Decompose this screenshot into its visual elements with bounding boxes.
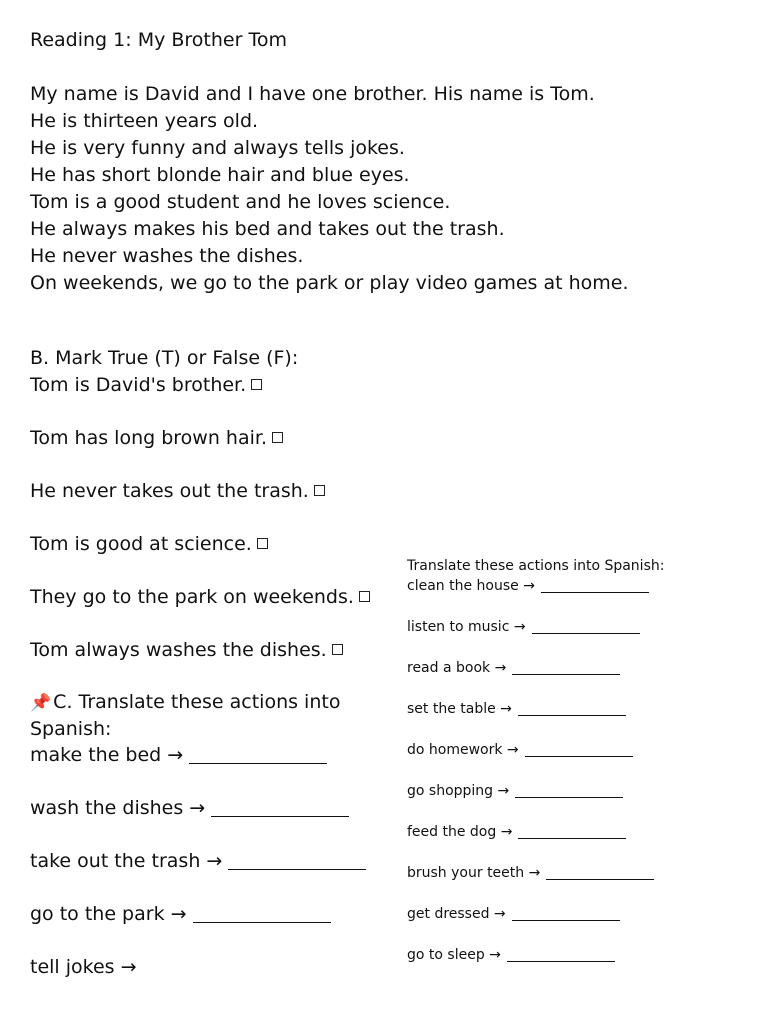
story-line: He is very funny and always tells jokes. (30, 137, 405, 159)
translation-item (407, 658, 664, 699)
answer-blank[interactable] (211, 798, 349, 817)
translation-item (407, 781, 664, 822)
story-line: He always makes his bed and takes out the trash. (30, 218, 505, 240)
answer-blank[interactable] (515, 783, 623, 798)
translation-item (407, 576, 664, 617)
answer-blank[interactable] (189, 745, 327, 764)
answer-checkbox[interactable] (332, 644, 343, 655)
answer-blank[interactable] (532, 619, 640, 634)
section-c-heading-text: C. Translate these actions into Spanish: (30, 691, 341, 740)
answer-blank[interactable] (541, 578, 649, 593)
answer-checkbox[interactable] (272, 432, 283, 443)
answer-blank[interactable] (546, 865, 654, 880)
translation-item (407, 740, 664, 781)
section-b-heading: B. Mark True (T) or False (F): (30, 347, 299, 369)
translation-item (407, 822, 664, 863)
true-false-statement: Tom is David's brother. (30, 374, 247, 396)
translation-prompt: clean the house → (407, 578, 535, 594)
translation-item (407, 945, 664, 986)
answer-blank[interactable] (518, 701, 626, 716)
answer-blank[interactable] (193, 904, 331, 923)
story-line: Tom is a good student and he loves science. (30, 191, 451, 213)
true-false-item (30, 478, 370, 531)
true-false-statement: Tom is good at science. (30, 533, 252, 555)
translation-item (407, 904, 664, 945)
translation-prompt: tell jokes → (30, 956, 137, 978)
translation-prompt: read a book → (407, 660, 507, 676)
answer-blank[interactable] (228, 851, 366, 870)
translation-list-right (407, 556, 664, 986)
true-false-item (30, 584, 370, 637)
answer-blank[interactable] (525, 742, 633, 757)
translation-list-left (30, 742, 366, 1007)
true-false-item (30, 372, 370, 425)
translation-item (30, 795, 366, 848)
answer-blank[interactable] (518, 824, 626, 839)
answer-blank[interactable] (512, 660, 620, 675)
answer-checkbox[interactable] (314, 485, 325, 496)
true-false-statement: Tom always washes the dishes. (30, 639, 327, 661)
translation-item (30, 954, 366, 1007)
worksheet-title: Reading 1: My Brother Tom (30, 29, 287, 51)
translation-prompt: set the table → (407, 701, 512, 717)
answer-checkbox[interactable] (359, 591, 370, 602)
story-line: He is thirteen years old. (30, 110, 259, 132)
true-false-item (30, 637, 370, 690)
true-false-list (30, 372, 370, 690)
translation-prompt: do homework → (407, 742, 519, 758)
translation-prompt: get dressed → (407, 906, 506, 922)
translation-item (407, 863, 664, 904)
translation-prompt: listen to music → (407, 619, 526, 635)
translation-prompt: go to sleep → (407, 947, 501, 963)
answer-checkbox[interactable] (251, 379, 262, 390)
answer-blank[interactable] (512, 906, 620, 921)
translation-prompt: make the bed → (30, 744, 184, 766)
translation-item (30, 901, 366, 954)
answer-blank[interactable] (507, 947, 615, 962)
answer-checkbox[interactable] (257, 538, 268, 549)
pushpin-icon: 📌 (30, 693, 52, 713)
translation-prompt: feed the dog → (407, 824, 513, 840)
right-column-heading: Translate these actions into Spanish: (407, 558, 665, 574)
translation-prompt: wash the dishes → (30, 797, 206, 819)
true-false-statement: They go to the park on weekends. (30, 586, 354, 608)
translation-item (30, 742, 366, 795)
true-false-item (30, 531, 370, 584)
translation-prompt: take out the trash → (30, 850, 223, 872)
translation-prompt: go to the park → (30, 903, 187, 925)
true-false-statement: He never takes out the trash. (30, 480, 309, 502)
reading-passage (30, 81, 629, 297)
story-line: On weekends, we go to the park or play video games at home. (30, 272, 629, 294)
story-line: My name is David and I have one brother. His name is Tom. (30, 83, 595, 105)
translation-prompt: brush your teeth → (407, 865, 541, 881)
section-c-heading (30, 689, 380, 742)
true-false-item (30, 425, 370, 478)
translation-item (30, 848, 366, 901)
translation-item (407, 699, 664, 740)
story-line: He has short blonde hair and blue eyes. (30, 164, 410, 186)
translation-prompt: go shopping → (407, 783, 510, 799)
translation-item (407, 617, 664, 658)
true-false-statement: Tom has long brown hair. (30, 427, 267, 449)
story-line: He never washes the dishes. (30, 245, 304, 267)
